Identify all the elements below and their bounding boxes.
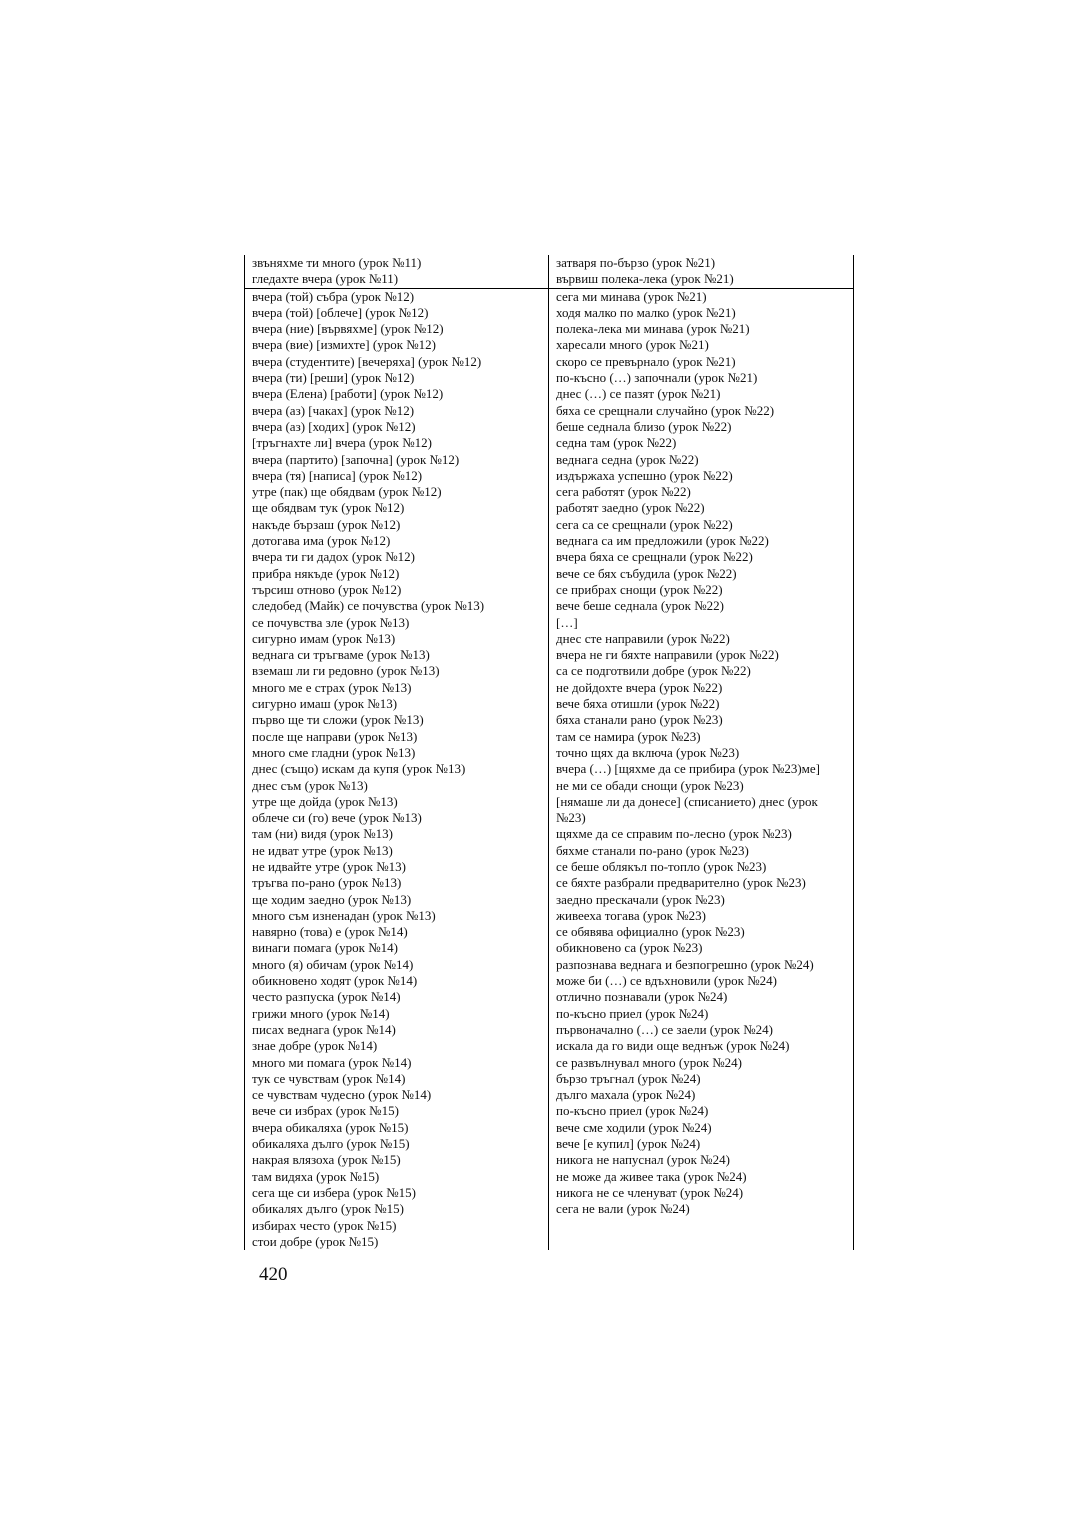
phrase-line: там видяха (урок №15) bbox=[252, 1168, 380, 1184]
phrase-line: вече [е купил] (урок №24) bbox=[556, 1136, 701, 1152]
phrase-line: вчера ти ги дадох (урок №12) bbox=[252, 549, 415, 565]
header-right-line: затваря по-бързо (урок №21) bbox=[556, 255, 716, 270]
phrase-line: вчера (вие) [измихте] (урок №12) bbox=[252, 337, 436, 353]
phrase-line: често разпуска (урок №14) bbox=[252, 989, 401, 1005]
phrase-line: вече беше седнала (урок №22) bbox=[556, 598, 724, 614]
phrase-line: накъде бързаш (урок №12) bbox=[252, 516, 401, 532]
phrase-line: вчера не ги бяхте направили (урок №22) bbox=[556, 647, 779, 663]
phrase-line: много ме е страх (урок №13) bbox=[252, 679, 412, 695]
phrase-line: винаги помага (урок №14) bbox=[252, 940, 398, 956]
phrase-line: утре (пак) ще обядвам (урок №12) bbox=[252, 484, 442, 500]
phrase-line: обикновено са (урок №23) bbox=[556, 940, 703, 956]
phrase-line: сега работят (урок №22) bbox=[556, 484, 691, 500]
phrase-line: ще ходим заедно (урок №13) bbox=[252, 891, 412, 907]
phrase-line: вчера обикаляха (урок №15) bbox=[252, 1119, 409, 1135]
phrase-line: искала да го види още веднъж (урок №24) bbox=[556, 1038, 790, 1054]
phrase-line: [нямаше ли да донесе] (списанието) днес (урок №23) bbox=[556, 793, 818, 826]
phrase-line: вече бяха отишли (урок №22) bbox=[556, 696, 720, 712]
phrase-line: прибра някъде (урок №12) bbox=[252, 565, 400, 581]
phrase-line: утре ще дойда (урок №13) bbox=[252, 793, 398, 809]
phrase-line: се развълнувал много (урок №24) bbox=[556, 1054, 743, 1070]
page-number: 420 bbox=[259, 1264, 288, 1285]
phrase-line: харесали много (урок №21) bbox=[556, 337, 709, 353]
phrase-line: полека-лека ми минава (урок №21) bbox=[556, 321, 750, 337]
phrase-line: не дойдохте вчера (урок №22) bbox=[556, 679, 723, 695]
phrase-line: не идвайте утре (урок №13) bbox=[252, 858, 406, 874]
phrase-line: точно щях да включа (урок №23) bbox=[556, 744, 740, 760]
phrase-line: стои добре (урок №15) bbox=[252, 1233, 379, 1249]
phrase-line: търсиш отново (урок №12) bbox=[252, 581, 402, 597]
phrase-line: живееха тогава (урок №23) bbox=[556, 907, 706, 923]
phrase-line: са се подготвили добре (урок №22) bbox=[556, 663, 751, 679]
phrase-line: скоро се превърнало (урок №21) bbox=[556, 353, 736, 369]
phrase-line: [тръгнахте ли] вчера (урок №12) bbox=[252, 435, 432, 451]
phrase-line: веднага седна (урок №22) bbox=[556, 451, 699, 467]
phrase-line: първоначално (…) се заели (урок №24) bbox=[556, 1021, 773, 1037]
phrase-line: дълго махала (урок №24) bbox=[556, 1087, 696, 1103]
phrase-line: се бяхте разбрали предварително (урок №23) bbox=[556, 875, 806, 891]
phrase-line: по-късно приел (урок №24) bbox=[556, 1005, 709, 1021]
phrase-line: вземаш ли ги редовно (урок №13) bbox=[252, 663, 440, 679]
phrase-line: днес (също) искам да купя (урок №13) bbox=[252, 761, 466, 777]
phrase-line: знае добре (урок №14) bbox=[252, 1038, 378, 1054]
phrase-line: вчера (ние) [вървяхме] (урок №12) bbox=[252, 321, 444, 337]
phrase-line: първо ще ти сложи (урок №13) bbox=[252, 712, 424, 728]
phrase-line: щяхме да се справим по-лесно (урок №23) bbox=[556, 826, 792, 842]
phrase-line: тръгва по-рано (урок №13) bbox=[252, 875, 402, 891]
phrase-line: облече си (го) вече (урок №13) bbox=[252, 810, 422, 826]
phrase-line: може би (…) се вдъхновили (урок №24) bbox=[556, 973, 777, 989]
phrase-line: беше седнала близо (урок №22) bbox=[556, 418, 732, 434]
phrase-table bbox=[244, 255, 854, 1250]
phrase-line: вече си избрах (урок №15) bbox=[252, 1103, 399, 1119]
phrase-line: ще обядвам тук (урок №12) bbox=[252, 500, 405, 516]
phrase-line: издържаха успешно (урок №22) bbox=[556, 467, 733, 483]
phrase-line: много (я) обичам (урок №14) bbox=[252, 956, 414, 972]
phrase-line: не идват утре (урок №13) bbox=[252, 842, 393, 858]
phrase-line: вчера (аз) [чаках] (урок №12) bbox=[252, 402, 415, 418]
phrase-line: грижи много (урок №14) bbox=[252, 1005, 390, 1021]
phrase-line: днес съм (урок №13) bbox=[252, 777, 368, 793]
phrase-line: вчера (тя) [написа] (урок №12) bbox=[252, 467, 423, 483]
right-column bbox=[549, 289, 853, 1251]
phrase-line: вчера (той) [облече] (урок №12) bbox=[252, 304, 429, 320]
header-left-line: гледахте вчера (урок №11) bbox=[252, 271, 399, 287]
phrase-line: писах веднага (урок №14) bbox=[252, 1021, 396, 1037]
phrase-line: вчера (Елена) [работи] (урок №12) bbox=[252, 386, 444, 402]
phrase-line: вчера (ти) [реши] (урок №12) bbox=[252, 370, 415, 386]
phrase-line: по-късно приел (урок №24) bbox=[556, 1103, 709, 1119]
phrase-line: бяха се срещнали случайно (урок №22) bbox=[556, 402, 775, 418]
phrase-line: много сме гладни (урок №13) bbox=[252, 744, 416, 760]
phrase-line: вчера бяха се срещнали (урок №22) bbox=[556, 549, 753, 565]
phrase-line: заедно прескачали (урок №23) bbox=[556, 891, 725, 907]
table-body-row bbox=[245, 289, 853, 1251]
phrase-line: вчера (студентите) [вечеряха] (урок №12) bbox=[252, 353, 482, 369]
phrase-line: накрая влязоха (урок №15) bbox=[252, 1152, 401, 1168]
phrase-line: не може да живее така (урок №24) bbox=[556, 1168, 747, 1184]
phrase-line: там (ни) видя (урок №13) bbox=[252, 826, 393, 842]
phrase-line: избирах често (урок №15) bbox=[252, 1217, 397, 1233]
phrase-line: вчера (той) събра (урок №12) bbox=[252, 288, 415, 304]
phrase-line: бяха станали рано (урок №23) bbox=[556, 712, 723, 728]
phrase-line: обикновено ходят (урок №14) bbox=[252, 973, 418, 989]
phrase-line: навярно (това) е (урок №14) bbox=[252, 924, 408, 940]
phrase-line: никога не се членуват (урок №24) bbox=[556, 1184, 744, 1200]
phrase-line: обикалях дълго (урок №15) bbox=[252, 1201, 405, 1217]
phrase-line: дотогава има (урок №12) bbox=[252, 533, 391, 549]
phrase-line: сега са се срещнали (урок №22) bbox=[556, 516, 733, 532]
phrase-line: се прибрах снощи (урок №22) bbox=[556, 581, 723, 597]
phrase-line: се обявява официално (урок №23) bbox=[556, 924, 745, 940]
phrase-line: много съм изненадан (урок №13) bbox=[252, 907, 436, 923]
phrase-line: седна там (урок №22) bbox=[556, 435, 677, 451]
phrase-line: никога не напуснал (урок №24) bbox=[556, 1152, 730, 1168]
phrase-line: се беше облякъл по-топло (урок №23) bbox=[556, 858, 767, 874]
phrase-line: се чувствам чудесно (урок №14) bbox=[252, 1087, 432, 1103]
phrase-line: там се намира (урок №23) bbox=[556, 728, 701, 744]
header-left-line: звъняхме ти много (урок №11) bbox=[252, 255, 422, 270]
phrase-line: вчера (партито) [започна] (урок №12) bbox=[252, 451, 460, 467]
phrase-line: сега ще си избера (урок №15) bbox=[252, 1184, 417, 1200]
phrase-line: се почувства зле (урок №13) bbox=[252, 614, 410, 630]
phrase-line: днес сте направили (урок №22) bbox=[556, 630, 730, 646]
phrase-line: разпознава веднага и безпогрешно (урок №24) bbox=[556, 956, 814, 972]
table-header-row bbox=[245, 255, 853, 289]
phrase-line: веднага си тръгваме (урок №13) bbox=[252, 647, 430, 663]
header-left-cell bbox=[245, 255, 549, 288]
header-right-line: вървиш полека-лека (урок №21) bbox=[556, 271, 734, 287]
phrase-line: вчера (аз) [ходих] (урок №12) bbox=[252, 418, 416, 434]
phrase-line: отлично познавали (урок №24) bbox=[556, 989, 728, 1005]
phrase-line: бързо тръгнал (урок №24) bbox=[556, 1070, 701, 1086]
phrase-line: не ми се обади снощи (урок №23) bbox=[556, 777, 744, 793]
phrase-line: сигурно имам (урок №13) bbox=[252, 630, 396, 646]
phrase-line: по-късно (…) започнали (урок №21) bbox=[556, 370, 758, 386]
phrase-line: обикаляха дълго (урок №15) bbox=[252, 1136, 410, 1152]
phrase-line: много ми помага (урок №14) bbox=[252, 1054, 412, 1070]
left-column bbox=[245, 289, 549, 1251]
phrase-line: […] bbox=[556, 614, 578, 630]
phrase-line: следобед (Майк) се почувства (урок №13) bbox=[252, 598, 485, 614]
phrase-line: после ще направи (урок №13) bbox=[252, 728, 418, 744]
header-right-cell bbox=[549, 255, 853, 288]
phrase-line: вчера (…) [щяхме да се прибира (урок №23)ме] bbox=[556, 761, 821, 777]
phrase-line: сега ми минава (урок №21) bbox=[556, 288, 707, 304]
phrase-line: бяхме станали по-рано (урок №23) bbox=[556, 842, 749, 858]
phrase-line: вече се бях събудила (урок №22) bbox=[556, 565, 737, 581]
phrase-line: сега не вали (урок №24) bbox=[556, 1201, 690, 1217]
phrase-line: вече сме ходили (урок №24) bbox=[556, 1119, 712, 1135]
phrase-line: ходя малко по малко (урок №21) bbox=[556, 304, 736, 320]
phrase-line: тук се чувствам (урок №14) bbox=[252, 1070, 406, 1086]
phrase-line: веднага са им предложили (урок №22) bbox=[556, 533, 769, 549]
phrase-line: днес (…) се пазят (урок №21) bbox=[556, 386, 721, 402]
phrase-line: сигурно имаш (урок №13) bbox=[252, 696, 398, 712]
phrase-line: работят заедно (урок №22) bbox=[556, 500, 705, 516]
